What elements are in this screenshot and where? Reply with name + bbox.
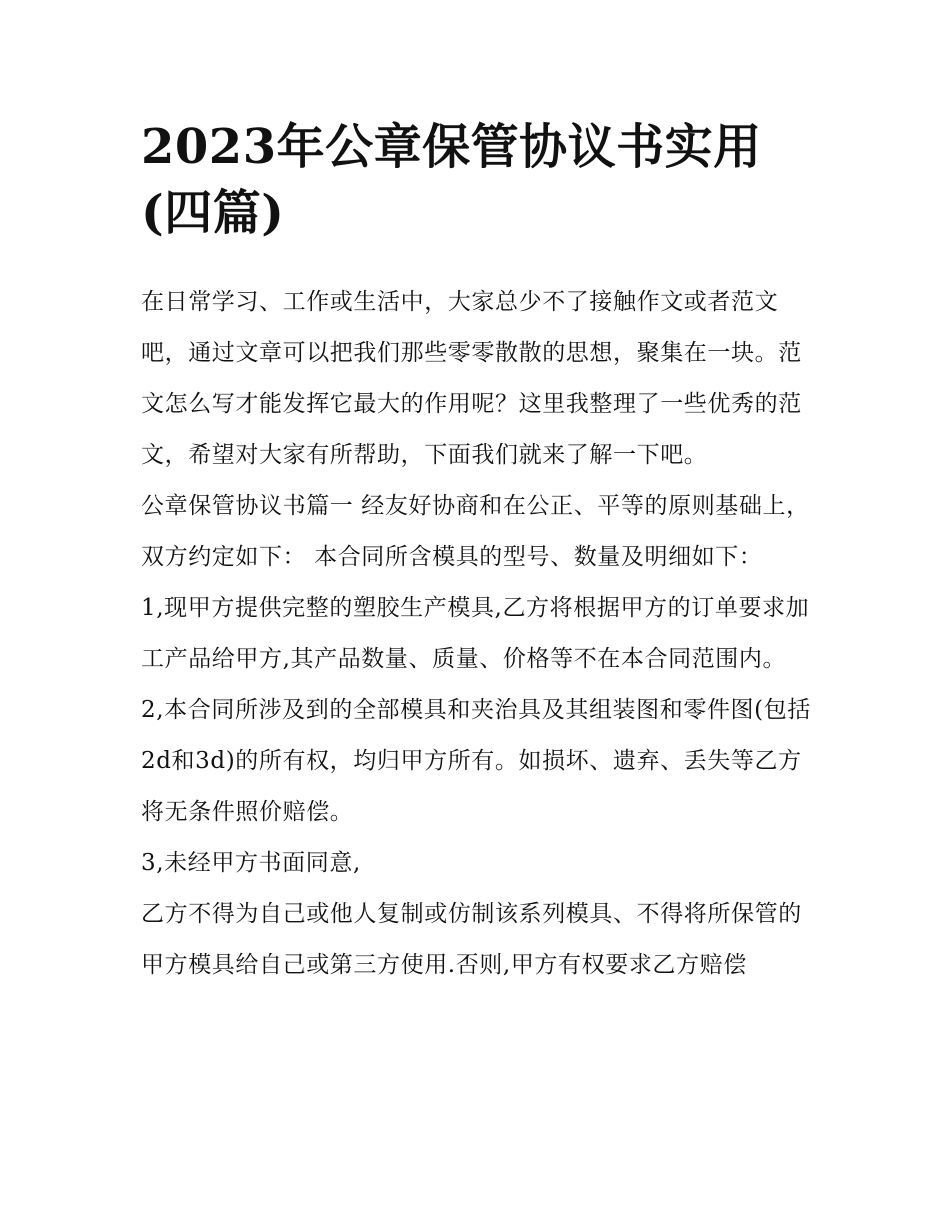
clause-3-paragraph: 3,未经甲方书面同意, [141, 850, 361, 876]
clause-1-paragraph: 1,现甲方提供完整的塑胶生产模具,乙方将根据甲方的订单要求加工产品给甲方,其产品数量、质量、价格等不在本合同范围内。 [141, 595, 810, 672]
document-body [141, 277, 821, 991]
document-title: 2023年公章保管协议书实用(四篇) [141, 119, 762, 241]
intro-paragraph: 在日常学习、工作或生活中，大家总少不了接触作文或者范文吧，通过文章可以把我们那些零零散散的思想，聚集在一块。范文怎么写才能发挥它最大的作用呢？这里我整理了一些优秀的范文，希望对大家有所帮助，下面我们就来了解一下吧。 [141, 289, 802, 468]
clause-2-paragraph: 2,本合同所涉及到的全部模具和夹治具及其组装图和零件图(包括2d和3d)的所有权，均归甲方所有。如损坏、遗弃、丢失等乙方将无条件照价赔偿。 [141, 697, 811, 825]
agreement-opening-paragraph: 公章保管协议书篇一 经友好协商和在公正、平等的原则基础上，双方约定如下： 本合同所含模具的型号、数量及明细如下： [141, 493, 810, 570]
clause-3-continuation-paragraph: 乙方不得为自己或他人复制或仿制该系列模具、不得将所保管的甲方模具给自己或第三方使用.否则,甲方有权要求乙方赔偿 [141, 901, 802, 978]
